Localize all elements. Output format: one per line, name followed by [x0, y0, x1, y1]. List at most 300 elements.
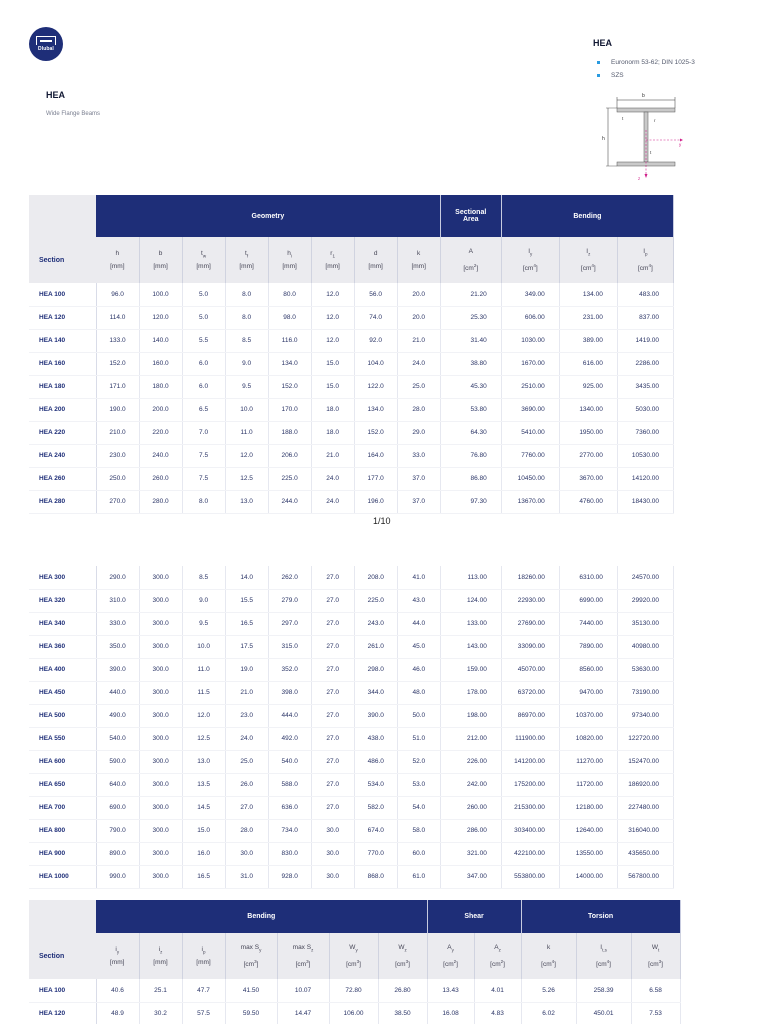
- geometry-table-continued: [29, 566, 674, 889]
- table-cell: 1030.00: [501, 329, 559, 352]
- table-cell: 22930.00: [501, 589, 559, 612]
- table-cell: 486.0: [354, 750, 397, 773]
- table-row: [29, 979, 680, 1002]
- table-row: [29, 398, 674, 421]
- table-row: [29, 704, 674, 727]
- section-name: HEA 550: [29, 727, 96, 750]
- section-column-header: Section: [29, 237, 96, 283]
- column-unit: [mm]: [196, 959, 211, 967]
- table-cell: 29.0: [397, 421, 440, 444]
- column-unit-exponent: 3: [658, 958, 662, 964]
- table-cell: 72.80: [329, 979, 378, 1002]
- table-cell: 8560.00: [559, 658, 617, 681]
- column-unit: [mm]: [110, 959, 125, 967]
- table-cell: 98.0: [268, 306, 311, 329]
- table-cell: 27.0: [311, 750, 354, 773]
- table-cell: 133.00: [440, 612, 501, 635]
- table-cell: 190.0: [96, 398, 139, 421]
- standards-list: [597, 56, 695, 82]
- table-cell: 48.0: [397, 681, 440, 704]
- table-cell: 8.5: [182, 566, 225, 589]
- column-symbol: A: [468, 248, 473, 256]
- column-header: $\max S_z$ $[cm^3]$: [277, 933, 329, 979]
- section-name: HEA 800: [29, 819, 96, 842]
- table-cell: 152.0: [96, 352, 139, 375]
- table-cell: 534.0: [354, 773, 397, 796]
- table-cell: 1670.00: [501, 352, 559, 375]
- table-cell: 58.0: [397, 819, 440, 842]
- table-cell: 315.0: [268, 635, 311, 658]
- table-row: [29, 658, 674, 681]
- table-cell: 27.0: [311, 612, 354, 635]
- table-cell: 5.0: [182, 306, 225, 329]
- table-cell: 33.0: [397, 444, 440, 467]
- table-cell: 21.0: [311, 444, 354, 467]
- table-cell: 16.5: [182, 865, 225, 888]
- table-cell: 15.0: [311, 375, 354, 398]
- table-cell: 10450.00: [501, 467, 559, 490]
- table-cell: 9.5: [225, 375, 268, 398]
- table-cell: 14.47: [277, 1002, 329, 1024]
- table-cell: 106.00: [329, 1002, 378, 1024]
- table-cell: 540.0: [96, 727, 139, 750]
- table-cell: 25.0: [225, 750, 268, 773]
- table-cell: 270.0: [96, 490, 139, 513]
- table-cell: 120.0: [139, 306, 182, 329]
- table-cell: 389.00: [559, 329, 617, 352]
- table-cell: 122720.00: [617, 727, 673, 750]
- table-cell: 300.0: [139, 750, 182, 773]
- column-unit-exponent: 4: [551, 958, 555, 964]
- table-cell: 180.0: [139, 375, 182, 398]
- table-cell: 5.5: [182, 329, 225, 352]
- table-cell: 1340.00: [559, 398, 617, 421]
- table-row: [29, 773, 674, 796]
- column-symbol: k: [417, 249, 421, 257]
- section-name: HEA 140: [29, 329, 96, 352]
- table-cell: 12.0: [311, 283, 354, 306]
- section-name: HEA 320: [29, 589, 96, 612]
- column-header: $I_z$ $[cm^4]$: [559, 237, 617, 283]
- standard-item: Euronorm 53-62; DIN 1025-3: [597, 56, 695, 69]
- page-number: 1/10: [373, 516, 391, 526]
- column-unit: [mm]: [411, 263, 426, 271]
- section-name: HEA 600: [29, 750, 96, 773]
- table-cell: 18260.00: [501, 566, 559, 589]
- column-symbol-subscript: f: [246, 253, 249, 259]
- table-cell: 13670.00: [501, 490, 559, 513]
- table-row: [29, 283, 674, 306]
- column-unit: [cm: [580, 264, 592, 272]
- table-cell: 164.0: [354, 444, 397, 467]
- table-cell: 60.0: [397, 842, 440, 865]
- column-symbol-subscript: w: [202, 253, 207, 259]
- table-cell: 27.0: [311, 635, 354, 658]
- table-cell: 20.0: [397, 306, 440, 329]
- table-cell: 134.0: [354, 398, 397, 421]
- table-cell: 5.0: [182, 283, 225, 306]
- column-symbol-subscript: z: [588, 251, 591, 257]
- table-cell: 8.0: [225, 283, 268, 306]
- table-cell: 56.0: [354, 283, 397, 306]
- column-symbol: i: [158, 945, 161, 953]
- table-cell: 286.00: [440, 819, 501, 842]
- table-cell: 64.30: [440, 421, 501, 444]
- table-cell: 6.0: [182, 375, 225, 398]
- table-row: [29, 352, 674, 375]
- table-cell: 240.0: [139, 444, 182, 467]
- table-cell: 27.0: [311, 681, 354, 704]
- table-cell: 330.0: [96, 612, 139, 635]
- column-unit: [cm: [295, 960, 307, 968]
- table-cell: 300.0: [139, 773, 182, 796]
- column-header: [182, 237, 225, 283]
- group-shear: Shear: [427, 900, 521, 933]
- table-cell: 50.0: [397, 704, 440, 727]
- table-cell: 27.0: [311, 704, 354, 727]
- table-cell: 47.7: [182, 979, 225, 1002]
- table-cell: 92.0: [354, 329, 397, 352]
- i-beam-profile-diagram: [600, 90, 684, 182]
- table-cell: 37.0: [397, 467, 440, 490]
- table-cell: 5410.00: [501, 421, 559, 444]
- column-unit-exponent: 3: [306, 958, 309, 964]
- table-cell: 13.5: [182, 773, 225, 796]
- table-cell: 830.0: [268, 842, 311, 865]
- table-cell: 53630.00: [617, 658, 673, 681]
- column-unit-exponent: 2: [453, 958, 457, 964]
- table-cell: 57.5: [182, 1002, 225, 1024]
- table-cell: 220.0: [139, 421, 182, 444]
- table-cell: 300.0: [139, 819, 182, 842]
- section-name: HEA 100: [29, 283, 96, 306]
- column-symbol-subscript: y: [259, 947, 262, 953]
- table-cell: 588.0: [268, 773, 311, 796]
- table-cell: 344.0: [354, 681, 397, 704]
- table-cell: 616.00: [559, 352, 617, 375]
- table-row: [29, 681, 674, 704]
- table-cell: 262.0: [268, 566, 311, 589]
- table-row: [29, 490, 674, 513]
- column-symbol-subscript: i: [290, 253, 292, 259]
- table-cell: 6310.00: [559, 566, 617, 589]
- column-symbol: r: [330, 249, 333, 257]
- table-cell: 300.0: [139, 635, 182, 658]
- table-cell: 12.0: [182, 704, 225, 727]
- table-cell: 303400.00: [501, 819, 559, 842]
- column-header: $W_t$ $[cm^3]$: [631, 933, 680, 979]
- table-row: [29, 566, 674, 589]
- column-symbol: W: [398, 944, 405, 952]
- section-name: HEA 180: [29, 375, 96, 398]
- column-unit: [mm]: [110, 263, 125, 271]
- corner-cell: [29, 195, 96, 237]
- table-cell: 230.0: [96, 444, 139, 467]
- table-cell: 242.00: [440, 773, 501, 796]
- table-cell: 160.0: [139, 352, 182, 375]
- group-torsion: Torsion: [521, 900, 680, 933]
- table-cell: 225.0: [268, 467, 311, 490]
- column-header: $W_z$ $[cm^3]$: [378, 933, 427, 979]
- table-cell: 390.0: [354, 704, 397, 727]
- table-cell: 21.0: [225, 681, 268, 704]
- column-header: A $[cm^2]$: [440, 237, 501, 283]
- table-cell: 25.0: [397, 375, 440, 398]
- column-unit: [cm: [490, 960, 501, 968]
- table-cell: 33090.00: [501, 635, 559, 658]
- column-header: $I_p$ $[cm^4]$: [617, 237, 673, 283]
- table-cell: 206.0: [268, 444, 311, 467]
- section-name: HEA 200: [29, 398, 96, 421]
- table-cell: 14120.00: [617, 467, 673, 490]
- section-name: HEA 700: [29, 796, 96, 819]
- table-row: [29, 865, 674, 888]
- column-symbol: d: [373, 249, 378, 257]
- r1-label: r: [654, 118, 656, 123]
- table-cell: 27.0: [311, 796, 354, 819]
- table-cell: 227480.00: [617, 796, 673, 819]
- table-cell: 435650.00: [617, 842, 673, 865]
- table-cell: 347.00: [440, 865, 501, 888]
- table-cell: 350.0: [96, 635, 139, 658]
- table-cell: 28.0: [225, 819, 268, 842]
- column-symbol-subscript: p: [645, 251, 648, 257]
- column-unit-exponent: 4: [648, 262, 651, 268]
- table-cell: 52.0: [397, 750, 440, 773]
- table-cell: 38.50: [378, 1002, 427, 1024]
- table-cell: 30.0: [311, 842, 354, 865]
- table-cell: 210.0: [96, 421, 139, 444]
- table-cell: 7890.00: [559, 635, 617, 658]
- table-cell: 30.0: [311, 865, 354, 888]
- column-symbol: t: [245, 249, 247, 257]
- table-cell: 10.07: [277, 979, 329, 1002]
- table-cell: 13.0: [225, 490, 268, 513]
- column-header: [182, 933, 225, 979]
- column-symbol: W: [349, 944, 356, 952]
- column-symbol-subscript: y: [116, 949, 120, 955]
- table-cell: 6.5: [182, 398, 225, 421]
- section-name: HEA 240: [29, 444, 96, 467]
- table-cell: 12180.00: [559, 796, 617, 819]
- column-unit-exponent: 4: [533, 262, 536, 268]
- column-unit-exponent: 4: [606, 958, 610, 964]
- table-cell: 27.0: [225, 796, 268, 819]
- table-cell: 10820.00: [559, 727, 617, 750]
- section-name: HEA 900: [29, 842, 96, 865]
- table-cell: 260.00: [440, 796, 501, 819]
- column-symbol: A: [447, 944, 452, 952]
- table-cell: 122.0: [354, 375, 397, 398]
- table-cell: 198.00: [440, 704, 501, 727]
- table-cell: 200.0: [139, 398, 182, 421]
- tf-label: t: [622, 116, 624, 121]
- table-row: [29, 1002, 680, 1024]
- column-symbol: max S: [292, 944, 312, 952]
- column-header: $A_y$ $[cm^2]$: [427, 933, 474, 979]
- table-cell: 35130.00: [617, 612, 673, 635]
- table-cell: 316040.00: [617, 819, 673, 842]
- table-cell: 11.0: [225, 421, 268, 444]
- table-cell: 45.30: [440, 375, 501, 398]
- group-geometry: Geometry: [96, 195, 440, 237]
- column-unit: [cm: [463, 264, 474, 272]
- column-header: [96, 237, 139, 283]
- table-cell: 7.0: [182, 421, 225, 444]
- table-cell: 12.5: [182, 727, 225, 750]
- section-name: HEA 100: [29, 979, 96, 1002]
- table-cell: 45.0: [397, 635, 440, 658]
- table-cell: 24570.00: [617, 566, 673, 589]
- table-cell: 45070.00: [501, 658, 559, 681]
- table-cell: 46.0: [397, 658, 440, 681]
- table-cell: 9470.00: [559, 681, 617, 704]
- table-cell: 80.0: [268, 283, 311, 306]
- table-cell: 6.02: [521, 1002, 576, 1024]
- table-cell: 140.0: [139, 329, 182, 352]
- column-unit-exponent: 3: [405, 958, 409, 964]
- table-cell: 261.0: [354, 635, 397, 658]
- table-cell: 300.0: [139, 658, 182, 681]
- table-cell: 159.00: [440, 658, 501, 681]
- table-cell: 59.50: [225, 1002, 277, 1024]
- column-header: k $[cm^4]$: [521, 933, 576, 979]
- column-symbol: I: [528, 248, 531, 256]
- table-cell: 3435.00: [617, 375, 673, 398]
- column-unit: [cm: [638, 264, 649, 272]
- column-unit: [mm]: [196, 263, 211, 271]
- table-cell: 12.0: [311, 329, 354, 352]
- table-cell: 196.0: [354, 490, 397, 513]
- table-cell: 450.01: [576, 1002, 631, 1024]
- column-header: [311, 237, 354, 283]
- table-row: [29, 819, 674, 842]
- table-cell: 18.0: [311, 421, 354, 444]
- column-unit: [cm: [541, 960, 552, 968]
- column-header: $W_y$ $[cm^3]$: [329, 933, 378, 979]
- table-cell: 2286.00: [617, 352, 673, 375]
- section-name: HEA 280: [29, 490, 96, 513]
- geometry-table: [29, 195, 674, 514]
- table-cell: 770.0: [354, 842, 397, 865]
- table-cell: 12.0: [311, 306, 354, 329]
- table-cell: 7360.00: [617, 421, 673, 444]
- table-cell: 14.5: [182, 796, 225, 819]
- table-cell: 212.00: [440, 727, 501, 750]
- table-cell: 27690.00: [501, 612, 559, 635]
- table-cell: 260.0: [139, 467, 182, 490]
- column-unit: [cm: [395, 960, 406, 968]
- table-cell: 40980.00: [617, 635, 673, 658]
- table-cell: 97340.00: [617, 704, 673, 727]
- table-cell: 4.83: [474, 1002, 521, 1024]
- column-unit: [mm]: [153, 263, 168, 271]
- page-title: HEA: [46, 90, 66, 100]
- table-cell: 16.08: [427, 1002, 474, 1024]
- table-cell: 567800.00: [617, 865, 673, 888]
- column-symbol-subscript: z: [404, 947, 407, 953]
- table-cell: 8.0: [182, 490, 225, 513]
- table-cell: 41.0: [397, 566, 440, 589]
- table-cell: 10.0: [182, 635, 225, 658]
- table-cell: 14000.00: [559, 865, 617, 888]
- table-cell: 11720.00: [559, 773, 617, 796]
- dim-b-label: b: [642, 93, 645, 99]
- table-cell: 10.0: [225, 398, 268, 421]
- table-cell: 390.0: [96, 658, 139, 681]
- table-cell: 27.0: [311, 773, 354, 796]
- table-cell: 13.43: [427, 979, 474, 1002]
- table-cell: 24.0: [311, 490, 354, 513]
- table-cell: 24.0: [311, 467, 354, 490]
- table-cell: 175200.00: [501, 773, 559, 796]
- table-cell: 16.0: [182, 842, 225, 865]
- section-name: HEA 340: [29, 612, 96, 635]
- column-symbol: i: [201, 945, 203, 953]
- table-cell: 152.0: [354, 421, 397, 444]
- column-unit: [mm]: [239, 263, 254, 271]
- table-cell: 990.0: [96, 865, 139, 888]
- logo-text: Dlubal: [38, 46, 54, 52]
- table-cell: 10370.00: [559, 704, 617, 727]
- section-name: HEA 120: [29, 1002, 96, 1024]
- table-row: [29, 375, 674, 398]
- table-cell: 3690.00: [501, 398, 559, 421]
- table-cell: 134.0: [268, 352, 311, 375]
- table-row: [29, 329, 674, 352]
- table-cell: 606.00: [501, 306, 559, 329]
- table-cell: 21.20: [440, 283, 501, 306]
- table-cell: 1950.00: [559, 421, 617, 444]
- section-name: HEA 300: [29, 566, 96, 589]
- table-cell: 188.0: [268, 421, 311, 444]
- table-cell: 8.5: [225, 329, 268, 352]
- table-cell: 7760.00: [501, 444, 559, 467]
- table-cell: 5030.00: [617, 398, 673, 421]
- table-cell: 31.40: [440, 329, 501, 352]
- section-name: HEA 120: [29, 306, 96, 329]
- table-cell: 928.0: [268, 865, 311, 888]
- table-cell: 422100.00: [501, 842, 559, 865]
- table-cell: 590.0: [96, 750, 139, 773]
- table-cell: 582.0: [354, 796, 397, 819]
- dlubal-logo: [29, 27, 63, 61]
- table-cell: 134.00: [559, 283, 617, 306]
- table-cell: 51.0: [397, 727, 440, 750]
- table-cell: 300.0: [139, 865, 182, 888]
- table-cell: 7.53: [631, 1002, 680, 1024]
- table-cell: 734.0: [268, 819, 311, 842]
- column-symbol-subscript: t,s: [602, 947, 607, 953]
- section-name: HEA 220: [29, 421, 96, 444]
- y-axis-label: y: [679, 142, 682, 147]
- table-cell: 208.0: [354, 566, 397, 589]
- section-name: HEA 160: [29, 352, 96, 375]
- table-cell: 18.0: [311, 398, 354, 421]
- group-bending: Bending: [501, 195, 673, 237]
- column-symbol-subscript: z: [160, 949, 163, 955]
- column-header: [397, 237, 440, 283]
- table-row: [29, 589, 674, 612]
- page-subtitle: Wide Flange Beams: [46, 111, 101, 117]
- table-cell: 177.0: [354, 467, 397, 490]
- table-cell: 141200.00: [501, 750, 559, 773]
- table-cell: 21.0: [397, 329, 440, 352]
- table-cell: 28.0: [397, 398, 440, 421]
- table-cell: 438.0: [354, 727, 397, 750]
- table-cell: 231.00: [559, 306, 617, 329]
- table-cell: 30.2: [139, 1002, 182, 1024]
